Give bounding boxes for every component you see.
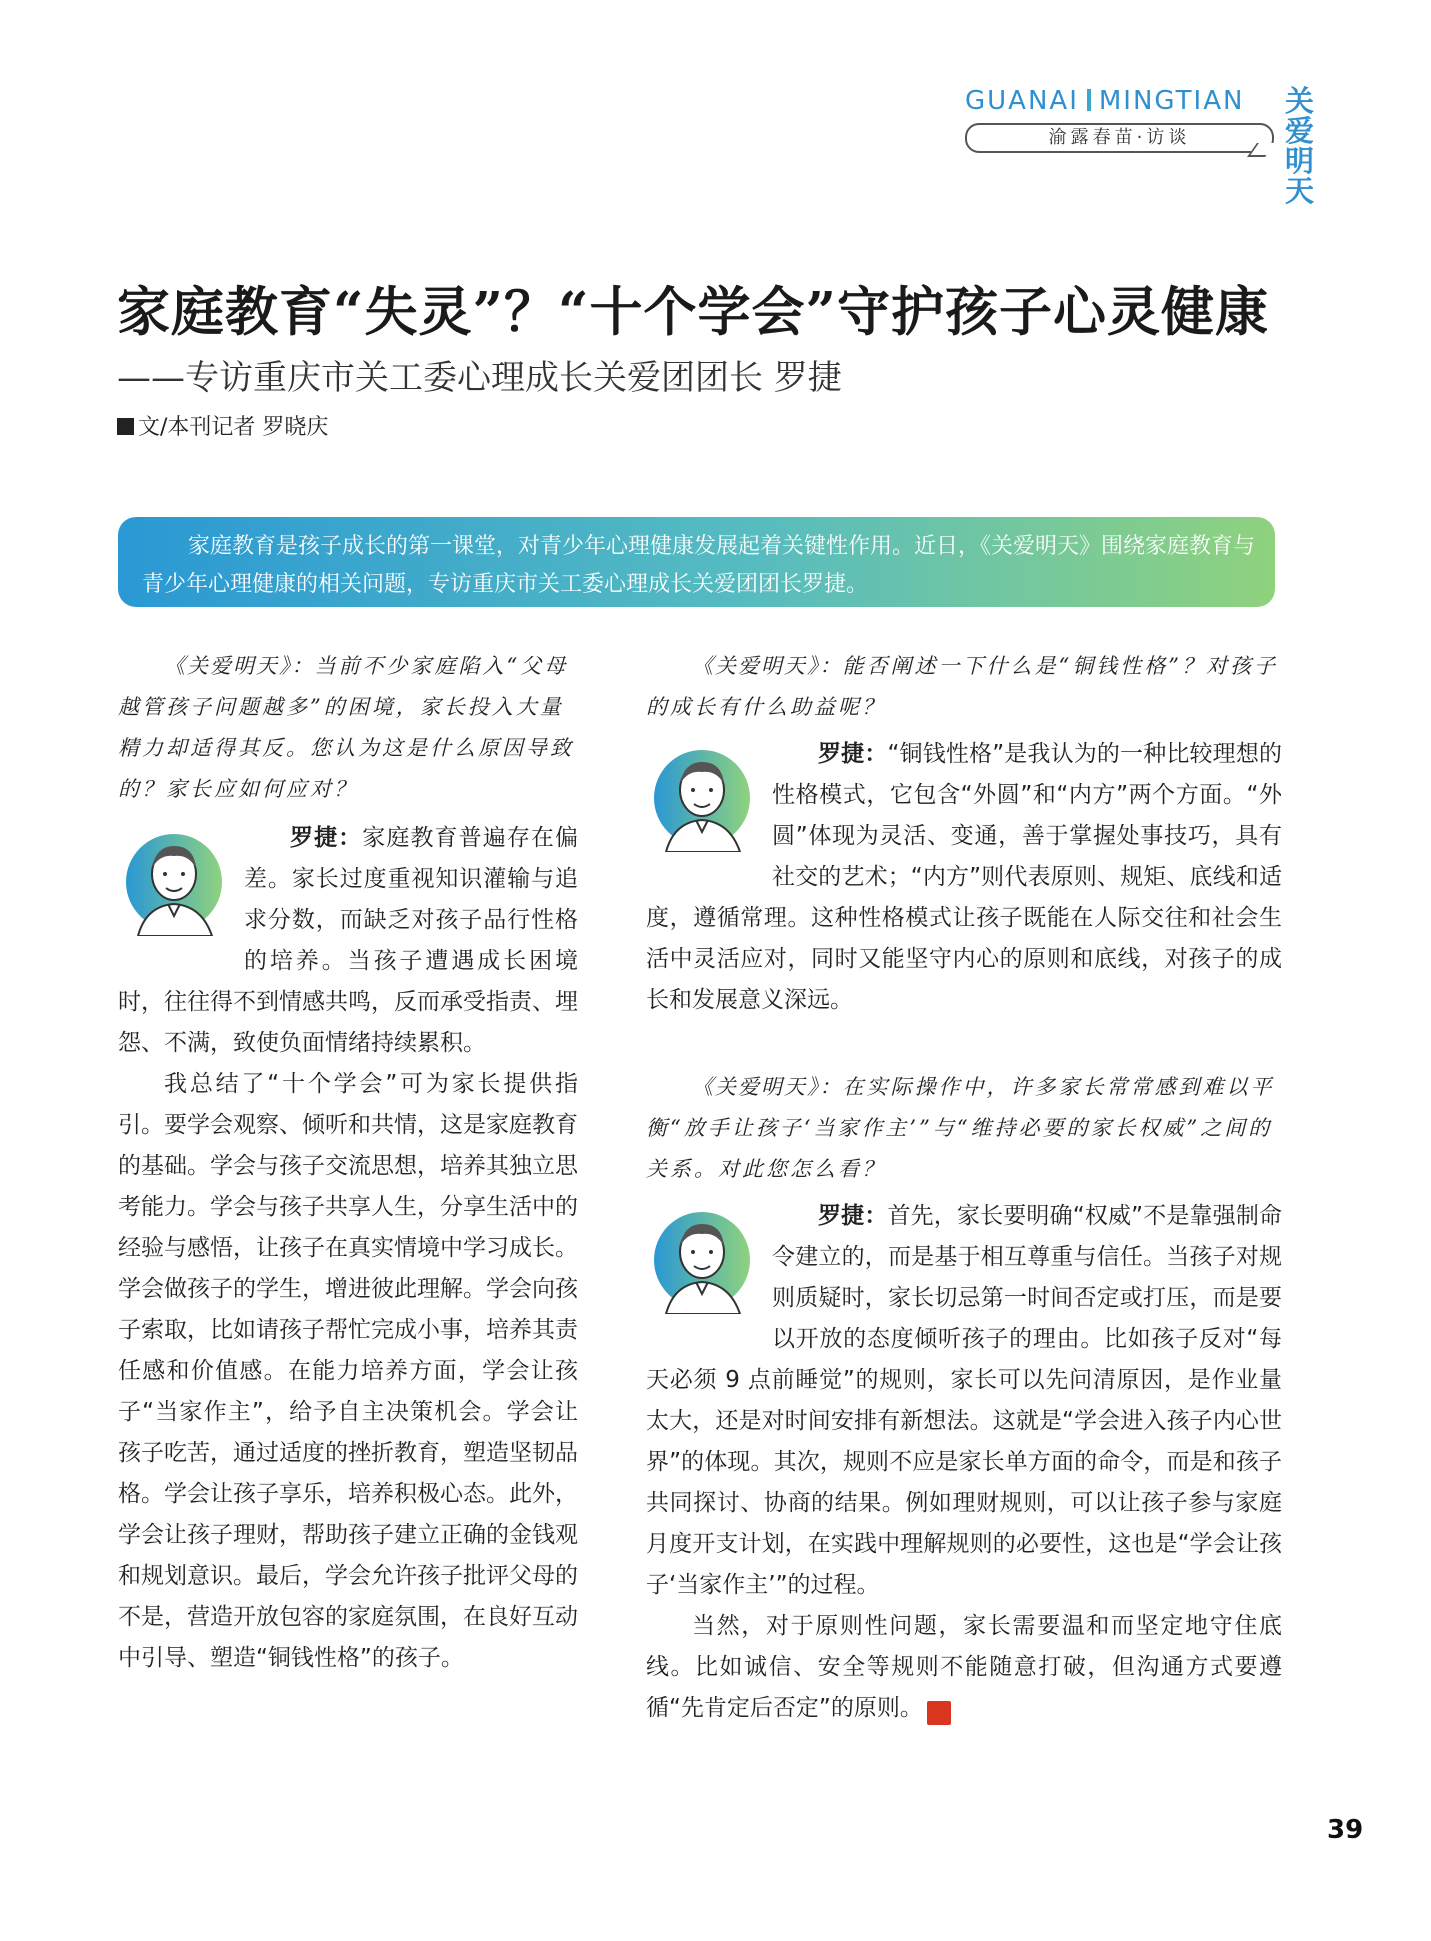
- left-column: [118, 646, 578, 1679]
- answer-text: 首先，家长要明确“权威”不是靠强制命令建立的，而是基于相互尊重与信任。当孩子对规则质疑时，家长切忌第一时间否定或打压，而是要以开放的态度倾听孩子的理由。比如孩子反对“每天必须 9 点前睡觉”的规则，家长可以先问清原因，是作业量太大，还是对时间安排有新想法。这就是“学会进入孩子内心世界”的体现。其次，规则不应是家长单方面的命令，而是和孩子共同探讨、协商的结果。例如理财规则，可以让孩子参与家庭月度开支计划，在实践中理解规则的必要性，这也是“学会让孩子‘当家作主’”的过程。: [646, 1203, 1282, 1598]
- article-subtitle: ——专访重庆市关工委心理成长关爱团团长 罗捷: [117, 358, 842, 398]
- question-text: 能否阐述一下什么是“铜钱性格”？对孩子的成长有什么助益呢？: [646, 654, 1278, 719]
- page-number: 39: [1327, 1815, 1364, 1845]
- answer-text: “铜钱性格”是我认为的一种比较理想的性格模式，它包含“外圆”和“内方”两个方面。“外圆”体现为灵活、变通，善于掌握处事技巧，具有社交的艺术；“内方”则代表原则、规矩、底线和适度，遵循常理。这种性格模式让孩子既能在人际交往和社会生活中灵活应对，同时又能坚守内心的原则和底线，对孩子的成长和发展意义深远。: [646, 741, 1282, 1013]
- brand-english: [965, 86, 1244, 116]
- question-source: 《关爱明天》：: [692, 1075, 843, 1099]
- brand-en-left: GUANAI: [965, 86, 1079, 116]
- brand-logo-chinese: 关爱明天: [1285, 84, 1315, 208]
- answer-1: [118, 818, 578, 1064]
- question-source: 《关爱明天》：: [164, 654, 315, 678]
- question-1: [118, 646, 578, 810]
- brand-divider: [1087, 89, 1091, 111]
- answer-2: [646, 734, 1282, 1021]
- question-text: 在实际操作中，许多家长常常感到难以平衡“放手让孩子‘当家作主’”与“维持必要的家长权威”之间的关系。对此您怎么看？: [646, 1075, 1275, 1181]
- brand-en-right: MINGTIAN: [1098, 86, 1245, 116]
- answer-speaker: 罗捷：: [818, 1203, 888, 1229]
- answer-3-paragraph-2-text: 当然，对于原则性问题，家长需要温和而坚定地守住底线。比如诚信、安全等规则不能随意打破，但沟通方式要遵循“先肯定后否定”的原则。: [646, 1613, 1282, 1721]
- answer-3-paragraph-2: [646, 1606, 1282, 1729]
- byline-text: 文/本刊记者 罗晓庆: [138, 415, 329, 440]
- answer-speaker: 罗捷：: [290, 825, 363, 851]
- interviewee-portrait-icon: [118, 824, 230, 936]
- interviewee-portrait-icon: [646, 1202, 758, 1314]
- intro-text: 家庭教育是孩子成长的第一课堂，对青少年心理健康发展起着关键性作用。近日，《关爱明天》围绕家庭教育与青少年心理健康的相关问题，专访重庆市关工委心理成长关爱团团长罗捷。: [142, 534, 1256, 597]
- section-label: 渝露春苗·访谈: [965, 123, 1274, 153]
- question-3: [646, 1067, 1282, 1190]
- right-column: [646, 646, 1282, 1729]
- end-of-article-mark: 关: [927, 1701, 951, 1725]
- question-text: 当前不少家庭陷入“父母越管孩子问题越多”的困境，家长投入大量精力却适得其反。您认为这是什么原因导致的？家长应如何应对？: [118, 654, 574, 801]
- answer-1-paragraph-2: 我总结了“十个学会”可为家长提供指引。要学会观察、倾听和共情，这是家庭教育的基础。学会与孩子交流思想，培养其独立思考能力。学会与孩子共享人生，分享生活中的经验与感悟，让孩子在真实情境中学习成长。学会做孩子的学生，增进彼此理解。学会向孩子索取，比如请孩子帮忙完成小事，培养其责任感和价值感。在能力培养方面，学会让孩子“当家作主”，给予自主决策机会。学会让孩子吃苦，通过适度的挫折教育，塑造坚韧品格。学会让孩子享乐，培养积极心态。此外，学会让孩子理财，帮助孩子建立正确的金钱观和规划意识。最后，学会允许孩子批评父母的不是，营造开放包容的家庭氛围，在良好互动中引导、塑造“铜钱性格”的孩子。: [118, 1071, 578, 1671]
- article-title: 家庭教育“失灵”？“十个学会”守护孩子心灵健康: [117, 281, 1269, 343]
- answer-text: 家庭教育普遍存在偏差。家长过度重视知识灌输与追求分数，而缺乏对孩子品行性格的培养。当孩子遭遇成长困境时，往往得不到情感共鸣，反而承受指责、埋怨、不满，致使负面情绪持续累积。: [118, 825, 579, 1056]
- answer-speaker: 罗捷：: [818, 741, 888, 767]
- interviewee-portrait-icon: [646, 740, 758, 852]
- square-bullet-icon: [117, 418, 134, 435]
- question-2: [646, 646, 1282, 728]
- question-source: 《关爱明天》：: [692, 654, 843, 678]
- byline: [117, 410, 328, 441]
- answer-3: [646, 1196, 1282, 1606]
